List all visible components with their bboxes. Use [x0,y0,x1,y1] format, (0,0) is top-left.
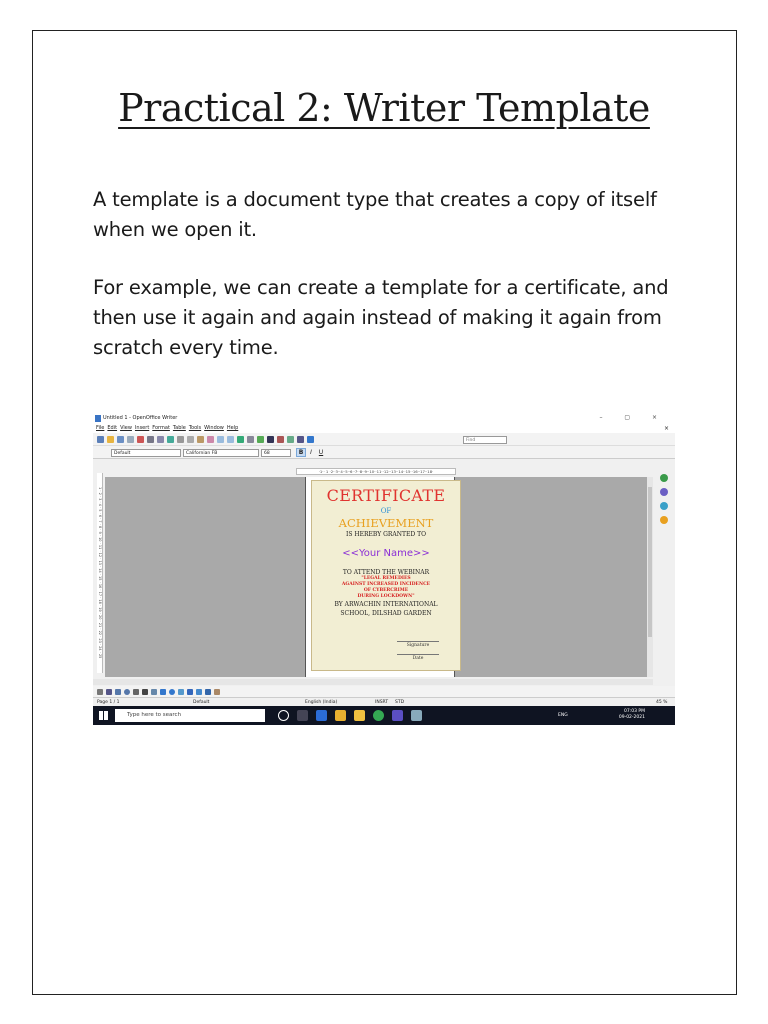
certificate [311,480,461,671]
writer-screenshot [93,413,675,725]
formatting-toolbar [93,446,675,459]
windows-logo-icon [99,711,108,720]
table-icon [247,436,254,443]
horizontal-scrollbar [93,679,653,685]
cut-icon [177,436,184,443]
select-icon [97,689,103,695]
cert-of: OF [380,507,392,515]
draw-icon [257,436,264,443]
taskbar-search: Type here to search [115,709,265,722]
paragraph-style-select: Default [111,449,181,457]
cert-heading: CERTIFICATE [326,486,446,505]
preview-icon [157,436,164,443]
word-icon [316,710,327,721]
openoffice-taskbar-icon [411,710,422,721]
teams-icon [392,710,403,721]
cert-webinar-line-1: "LEGAL REMEDIES [361,576,411,581]
cert-name-placeholder: <<Your Name>> [342,548,430,559]
standard-toolbar-icons [97,436,314,443]
help-icon [307,436,314,443]
window-titlebar [93,413,675,424]
cert-signature: Signature [397,641,439,648]
find-input: Find [463,436,507,444]
bold-button: B [298,449,304,456]
taskbar-apps [278,710,422,721]
callout-icon [151,689,157,695]
cert-granted: IS HEREBY GRANTED TO [346,531,426,538]
navigator-icon [277,436,284,443]
rectangle-icon [115,689,121,695]
close-icon: × [663,425,669,432]
file-explorer-icon [354,710,365,721]
paragraph-1: A template is a document type that creates a copy of itself when we open it. [93,188,657,241]
font-size-select: 68 [261,449,291,457]
chrome-icon [373,710,384,721]
navigator-panel-icon [660,516,668,524]
paste-icon [197,436,204,443]
cert-webinar-line-2: AGAINST INCREASED INCIDENCE [341,582,431,587]
find-replace-icon [267,436,274,443]
open-icon [107,436,114,443]
status-page: Page 1 / 1 [97,700,120,705]
task-view-icon [297,710,308,721]
status-insert-mode: INSRT [375,700,389,705]
vertical-scrollbar [647,477,653,677]
status-zoom: 45 % [656,700,668,705]
copy-icon [187,436,194,443]
paragraph-2: For example, we can create a template for a certificate, and then use it again and again instead of making it again from scratch every time. [93,276,669,359]
tray-lang: ENG [558,713,568,718]
email-icon [127,436,134,443]
menu-window: Window [204,425,224,431]
horizontal-ruler: ·1·· 1 ·2··3··4··5··6··7··8··9··10··11··12··13··14··15··16··17··18· [296,468,456,475]
format-paintbrush-icon [207,436,214,443]
zoom-icon [297,436,304,443]
cortana-icon [278,710,289,721]
menu-edit: Edit [107,425,118,431]
tray-time: 07:03 PM [624,709,645,714]
basic-shapes-icon [160,689,166,695]
stars-icon [205,689,211,695]
cert-webinar-line-4: DURING LOCKDOWN" [357,594,415,599]
menu-file: File [96,425,105,431]
window-controls: – ▢ × [599,414,667,421]
menu-insert: Insert [134,425,150,431]
gallery-icon [287,436,294,443]
windows-taskbar [93,706,675,725]
menu-table: Table [172,425,186,431]
pdf-icon [137,436,144,443]
window-title: Untitled 1 - OpenOffice Writer [103,415,178,421]
drawing-toolbar [93,686,675,697]
print-icon [147,436,154,443]
cert-achievement: ACHIEVEMENT [338,516,434,530]
cert-webinar-line-3: OF CYBERCRIME [363,588,409,593]
writer-app-icon [95,415,101,422]
cert-org-line-1: BY ARWACHIN INTERNATIONAL [334,601,438,608]
vertical-ruler: 1 · 2 · 3 · 4 · 5 · 6 · 7 · 8 · 9 · 10 · 11 · 12 · 13 · 14 · 15 · 16 · 17 · 18 · 19 · 20 · 21 · 22 · 23 · 24 · 25 [97,473,103,673]
fontwork-icon [214,689,220,695]
arrows-icon [178,689,184,695]
new-doc-icon [97,436,104,443]
store-icon [335,710,346,721]
redo-icon [227,436,234,443]
italic-button: I [310,449,312,456]
menu-bar [93,424,675,433]
freeform-icon [133,689,139,695]
underline-button: U [318,449,324,456]
spellcheck-icon [167,436,174,443]
status-style: Default [193,700,210,705]
hyperlink-icon [237,436,244,443]
styles-icon [660,488,668,496]
menu-help: Help [226,425,239,431]
tray-date: 09-02-2021 [618,715,645,720]
tray-clock [619,709,645,721]
undo-icon [217,436,224,443]
sidebar-panel [657,468,671,708]
callouts-icon [196,689,202,695]
scroll-thumb [648,487,652,637]
flowchart-icon [187,689,193,695]
drawing-toolbar-icons [97,689,220,695]
format-buttons [297,449,325,456]
gallery-panel-icon [660,502,668,510]
page-title [0,86,768,130]
page-title-text: Practical 2: Writer Template [118,86,650,130]
menu-view: View [120,425,132,431]
text-icon [142,689,148,695]
cert-date: Date [397,654,439,661]
line-icon [106,689,112,695]
ellipse-icon [124,689,130,695]
status-language: English (India) [305,700,338,705]
properties-icon [660,474,668,482]
cert-attend: TO ATTEND THE WEBINAR [342,569,430,576]
menu-tools: Tools [188,425,202,431]
standard-toolbar [93,433,675,446]
status-bar [93,697,675,706]
font-name-select: Californian FB [183,449,259,457]
symbol-shapes-icon [169,689,175,695]
status-selection-mode: STD [395,700,405,705]
menu-format: Format [152,425,170,431]
cert-org-line-2: SCHOOL, DILSHAD GARDEN [340,610,432,617]
save-icon [117,436,124,443]
